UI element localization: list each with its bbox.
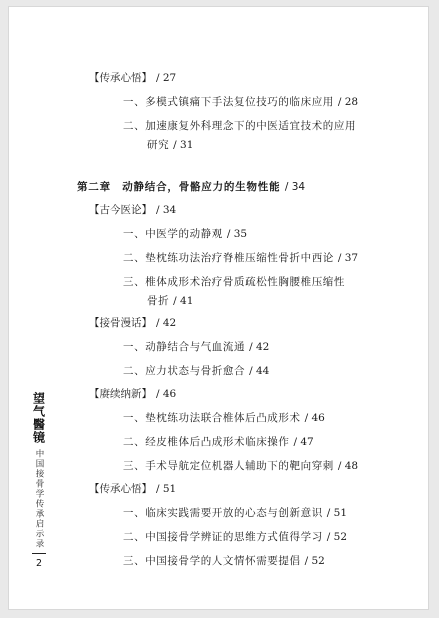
toc-page-ref: / 52 xyxy=(304,555,325,567)
toc-item[interactable] xyxy=(123,435,314,449)
toc-section-heading[interactable] xyxy=(89,71,176,85)
toc-page-ref: / 46 xyxy=(304,412,325,424)
toc-title: 一、垫枕练功法联合椎体后凸成形术 xyxy=(123,412,301,424)
toc-page-ref: / 42 xyxy=(249,341,270,353)
toc-page-ref: / 52 xyxy=(326,531,348,543)
toc-page-ref: / 51 xyxy=(155,483,177,495)
toc-title: 一、多模式镇痛下手法复位技巧的临床应用 xyxy=(123,96,334,108)
page-number: 2 xyxy=(35,558,43,569)
toc-item[interactable] xyxy=(123,459,358,473)
toc-item-continuation[interactable] xyxy=(147,138,193,152)
toc-item[interactable] xyxy=(123,530,347,544)
toc-title: 三、手术导航定位机器人辅助下的靶向穿刺 xyxy=(123,460,334,472)
side-banner xyxy=(25,392,53,569)
toc-section-heading[interactable] xyxy=(89,387,176,401)
toc-item[interactable] xyxy=(123,554,325,568)
toc-item[interactable] xyxy=(123,251,358,265)
toc-chapter-heading[interactable] xyxy=(77,180,305,194)
toc-title: 【传承心悟】 xyxy=(89,483,152,495)
toc-title: 【赓续纳新】 xyxy=(89,388,152,400)
toc-title: 一、动静结合与气血流通 xyxy=(123,341,246,353)
toc-page-ref: / 34 xyxy=(284,181,306,193)
toc-page-ref: / 48 xyxy=(337,460,359,472)
toc-title: 二、中国接骨学辨证的思维方式值得学习 xyxy=(123,531,323,543)
toc-item[interactable] xyxy=(123,275,345,289)
toc-section-heading[interactable] xyxy=(89,203,176,217)
toc-page-ref: / 34 xyxy=(155,204,177,216)
toc-title: 二、加速康复外科理念下的中医适宜技术的应用 xyxy=(123,120,357,132)
toc-item[interactable] xyxy=(123,411,325,425)
toc-title: 研究 xyxy=(147,139,170,151)
toc-item[interactable] xyxy=(123,506,347,520)
toc-title: 三、椎体成形术治疗骨质疏松性胸腰椎压缩性 xyxy=(123,276,345,288)
toc-title: 二、垫枕练功法治疗脊椎压缩性骨折中西论 xyxy=(123,252,334,264)
toc-page-ref: / 37 xyxy=(337,252,359,264)
toc-page-ref: / 41 xyxy=(173,295,194,307)
toc-title: 骨折 xyxy=(147,295,170,307)
toc-page-ref: / 47 xyxy=(293,436,314,448)
toc-page-ref: / 31 xyxy=(173,139,194,151)
toc-page-ref: / 51 xyxy=(326,507,348,519)
toc-page-ref: / 35 xyxy=(226,228,248,240)
calligraphy-title: 望气醫镜 xyxy=(31,392,46,444)
toc-page-ref: / 28 xyxy=(337,96,359,108)
table-of-contents xyxy=(9,7,428,609)
toc-item[interactable] xyxy=(123,119,356,133)
book-page xyxy=(8,6,429,610)
toc-title: 第二章 动静结合，骨骼应力的生物性能 xyxy=(77,181,281,193)
toc-title: 【传承心悟】 xyxy=(89,72,152,84)
series-title: 中国接骨学传承启示录 xyxy=(34,449,44,549)
toc-title: 二、经皮椎体后凸成形术临床操作 xyxy=(123,436,290,448)
toc-page-ref: / 42 xyxy=(155,317,177,329)
toc-title: 二、应力状态与骨折愈合 xyxy=(123,365,246,377)
toc-item[interactable] xyxy=(123,95,358,109)
toc-page-ref: / 44 xyxy=(249,365,270,377)
toc-item[interactable] xyxy=(123,227,247,241)
toc-title: 【接骨漫话】 xyxy=(89,317,152,329)
toc-item[interactable] xyxy=(123,340,269,354)
toc-page-ref: / 46 xyxy=(155,388,177,400)
toc-item-continuation[interactable] xyxy=(147,294,193,308)
toc-section-heading[interactable] xyxy=(89,316,176,330)
toc-title: 一、中医学的动静观 xyxy=(123,228,223,240)
toc-page-ref: / 27 xyxy=(155,72,177,84)
divider xyxy=(32,553,46,554)
toc-title: 三、中国接骨学的人文情怀需要提倡 xyxy=(123,555,301,567)
toc-title: 【古今医论】 xyxy=(89,204,152,216)
toc-title: 一、临床实践需要开放的心态与创新意识 xyxy=(123,507,323,519)
toc-item[interactable] xyxy=(123,364,269,378)
toc-section-heading[interactable] xyxy=(89,482,176,496)
